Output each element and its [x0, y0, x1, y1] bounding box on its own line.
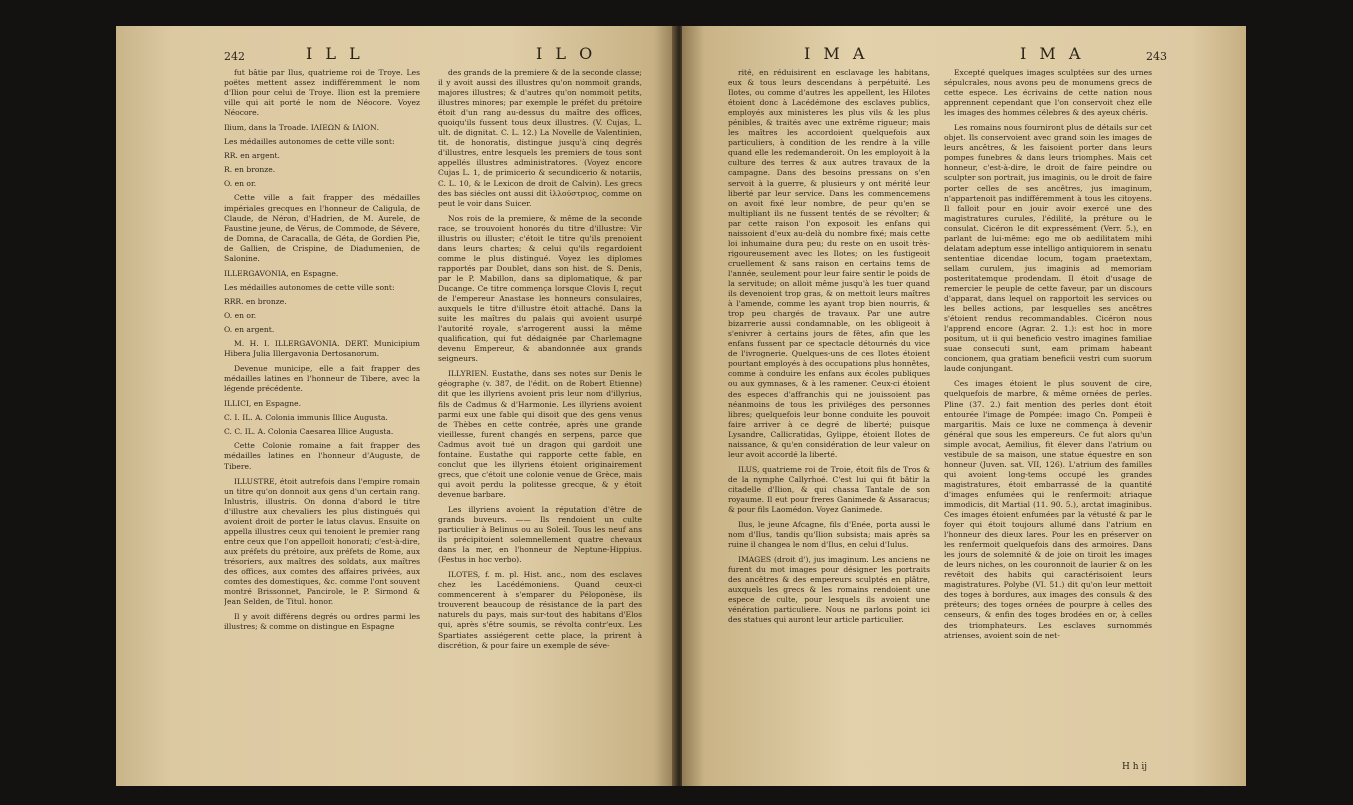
book-spread — [116, 26, 1246, 786]
paragraph: C. I. IL. A. Colonia immunis Illice Augusta. — [224, 413, 388, 423]
paragraph: Les romains nous fourniront plus de détails sur cet objet. Ils conservoient avec grand soin les images de leurs ancêtres, & les faisoient porter dans leurs pompes funebres & dans leurs triomphes. Mais cet honneur, c'est-à-dire, le droit de faire peindre ou sculpter son portrait, jus imaginis, ou le droit de faire porter celles de ses ancêtres, jus imaginum, n'appartenoit pas indifféremment à tous les citoyens. Il falloit pour en jouir avoir exercé une des magistratures curules, l'édilité, la préture ou le consulat. Cicéron le dit expressément (Verr. 5.), en parlant de lui-même: ego me ob aedilitatem mihi delatam adeptum esse intelligo antiquiorem in senatu sententiae dicendae locum, togam praetextam, sellam curulem, jus imaginis ad memoriam posteritatemque prodendam. Il étoit d'usage de remercier le peuple de cette faveur, par un discours d'apparat, dans lequel on rapportoit les services ou les belles actions, par lesquelles ses ancêtres s'étoient rendus recommandables. Cicéron nous l'apprend encore (Agrar. 2. 1.): est hoc in more positum, ut ii qui beneficio vestro imagines familiae suae consecuti sunt, eam primam habeant concionem, qua gratiam beneficii vestri cum suorum laude conjungant. — [944, 123, 1152, 374]
paragraph: Ilium, dans la Troade. ΙΛΙΕΩΝ & ΙΛΙΟΝ. — [224, 123, 380, 133]
paragraph: Ilus, le jeune Afcagne, fils d'Enée, porta aussi le nom d'Ilus, tandis qu'Ilion subsista; mais après sa ruine il changea le nom d'Ilus, en celui d'Iulus. — [728, 520, 930, 550]
paragraph: rité, en réduisirent en esclavage les habitans, eux & tous leurs descendans à perpétuité. Les Ilotes, ou comme d'autres les appellent, les Hilotes étoient donc à Lacédémone des esclaves publics, employés aux ministeres les plus vils & les plus pénibles, & traités avec une extrême rigueur; mais les maîtres les accordoient quelquefois aux particuliers, à condition de les rendre à la ville quand elle les redemanderoit. On les employoit à la culture des terres & aux autres travaux de la campagne. Dans des besoins pressans on s'en servoit à la guerre, & plusieurs y ont mérité leur liberté par leur service. Dans les commencemens on avoit fixé leur nombre, de peur qu'en se multipliant ils ne fussent tentés de se révolter; & par cette raison l'on exposoit les enfans qui naissoient d'eux au-delà du nombre fixé; mais cette loi inhumaine dura peu; du reste on en usoit très-rigoureusement avec les Ilotes; on les fustigeoit cruellement & sans raison en certains tems de l'année, seulement pour leur faire sentir le poids de la servitude; on alloit même jusqu'à les tuer quand ils devenoient trop gras, & on mettoit leurs maîtres à l'amende, comme les ayant trop bien nourris, & trop peu chargés de travaux. Par une autre bizarrerie aussi condamnable, on les obligeoit à s'enivrer à certains jours de fêtes, afin que les enfans fussent par ce spectacle détournés du vice de l'ivrognerie. Quelques-uns de ces Ilotes étoient pourtant employés à des occupations plus honnêtes, comme à conduire les enfans aux écoles publiques ou aux gymnases, & à les ramener. Ceux-ci étoient des especes d'affranchis qui ne jouissoient pas néanmoins de tous les priviléges des personnes libres; quelquefois leur bonne conduite les pouvoit faire arriver à ce degré de liberté; puisque Lysandre, Callicratidas, Gylippe, étoient Ilotes de naissance, & qu'en considération de leur valeur on leur avoit accordé la liberté. — [728, 68, 930, 459]
paragraph: IMAGES (droit d'), jus imaginum. Les anciens ne furent du mot images pour désigner les portraits des ancêtres & des empereurs sculptés en plâtre, auxquels les grecs & les romains rendoient une espece de culte, pour lesquels ils avoient une vénération particuliere. Nous ne parlons point ici des statues qui auront leur article particulier. — [728, 555, 930, 625]
paragraph: RR. en argent. — [224, 151, 280, 161]
running-head-right: I M A — [1020, 44, 1085, 63]
right-page — [682, 26, 1246, 786]
paragraph: Il y avoit différens degrés ou ordres parmi les illustres; & comme on distingue en Espagne — [224, 612, 420, 632]
paragraph: Les médailles autonomes de cette ville sont: — [224, 282, 395, 292]
paragraph: RRR. en bronze. — [224, 296, 287, 306]
paragraph: R. en bronze. — [224, 165, 276, 175]
paragraph: Cette ville a fait frapper des médailles impériales grecques en l'honneur de Caligula, de Claude, de Néron, d'Hadrien, de M. Aurele, de Faustine jeune, de Vérus, de Commode, de Sévere, de Domna, de Caracalla, de Géta, de Gordien Pie, de Gallien, de Crispine, de Diadumenien, de Salonine. — [224, 193, 420, 263]
paragraph: Cette Colonie romaine a fait frapper des médailles latines en l'honneur d'Auguste, de Tibere. — [224, 441, 420, 471]
paragraph: ILLUSTRE, étoit autrefois dans l'empire romain un titre qu'on donnoit aux gens d'un certain rang. Inlustris, illustris. On donna d'abord le titre d'illustre aux chevaliers les plus distingués qui avoient droit de porter le latus clavus. Ensuite on appella illustres ceux qui tenoient le premier rang entre ceux que l'on appelloit honorati; c'est-à-dire, aux préfets du prétoire, aux préfets de Rome, aux trésoriers, aux maîtres des soldats, aux maîtres des offices, aux comtes des affaires privées, aux comtes des domestiques, &c. comme l'ont souvent montré Brissonnet, Pancirole, le P. Sirmond & Jean Selden, de Titul. honor. — [224, 476, 420, 607]
left-page — [116, 26, 676, 786]
running-head-right-col1: I M A — [804, 44, 869, 63]
paragraph: Les médailles autonomes de cette ville sont: — [224, 137, 395, 147]
paragraph: fut bâtie par Ilus, quatrieme roi de Troye. Les poëtes mettent assez indifféremment le nom d'Ilion pour celui de Troye. Ilion est la premiere ville qui ait porté le nom de Néocore. Voyez Néocore. — [224, 68, 420, 118]
paragraph: O. en or. — [224, 310, 257, 320]
paragraph: O. en argent. — [224, 324, 275, 334]
right-column-1 — [728, 68, 930, 780]
paragraph: des grands de la premiere & de la seconde classe; il y avoit aussi des illustres qu'on nommoit grands, majores illustres; & d'autres qu'on nommoit petits, illustres minores; par exemple le préfet du prétoire étoit d'un rang au-dessus du maître des offices, quoiqu'ils fussent tous deux illustres. (V. Cujas, L. ult. de dignitat. C. L. 12.) La Novelle de Valentinien, tit. de honoratis, distingue jusqu'à cinq degrés d'illustres, entre lesquels les premiers de tous sont appellés illustres administratores. (Voyez encore Cujas L. 1, de primicerio & secundicerio & notariis, C. L. 10, & le Lexicon de droit de Calvin). Les grecs des bas siécles ont aussi dit ἰλλούστριος, comme on peut le voir dans Suicer. — [438, 68, 642, 208]
paragraph: Excepté quelques images sculptées sur des urnes sépulcrales, nous avons peu de monumens grecs de cette espece. Les écrivains de cette nation nous apprennent cependant que l'on conservoit chez elle les images des hommes célebres & des ayeux chéris. — [944, 68, 1152, 118]
page-number-left: 242 — [224, 50, 245, 63]
paragraph: ILUS, quatrieme roi de Troie, étoit fils de Tros & de la nymphe Callyrhoé. C'est lui qui fit bâtir la citadelle d'Ilion, & qui chassa Tantale de son royaume. Il eut pour freres Ganimede & Assaracus; & pour fils Laomédon. Voyez Ganimede. — [728, 464, 930, 515]
signature-mark: H h ij — [1122, 762, 1148, 772]
paragraph: ILLYRIEN. Eustathe, dans ses notes sur Denis le géographe (v. 387, de l'édit. on de Robert Etienne) dit que les illyriens avoient pris leur nom d'illyrius, fils de Cadmus & d'Harmonie. Les illyriens avoient parmi eux une fable qui disoit que des gens venus de Thèbes en cette contrée, après une grande vieillesse, furent changés en serpens, parce que Cadmus avoit tué un dragon qui gardoit une fontaine. Eustathe qui rapporte cette fable, en conclut que les illyriens étoient originairement grecs, que c'étoit une colonie venue de Grèce, mais qui avoit perdu la politesse grecque, & y étoit devenue barbare. — [438, 369, 642, 499]
paragraph: Nos rois de la premiere, & même de la seconde race, se trouvoient honorés du titre d'illustre: Vir illustris ou illuster; c'étoit le titre qu'ils prenoient dans leurs chartes; & celui qu'ils regardoient comme le plus distingué. Voyez les diplomes rapportés par Doublet, dans son hist. de S. Denis, par le P. Mabillon, dans sa diplomatique, & par Ducange. Ce titre commença lorsque Clovis I, reçut de l'empereur Anastase les honneurs consulaires, auxquels le titre d'illustre étoit attaché. Dans la suite les maîtres du palais qui avoient usurpé l'autorité royale, s'arrogerent aussi la même qualification, qui fut dédaignée par Charlemagne devenu Empereur, & abandonnée aux grands seigneurs. — [438, 213, 642, 364]
paragraph: Devenue municipe, elle a fait frapper des médailles latines en l'honneur de Tibere, avec la légende précédente. — [224, 364, 420, 394]
paragraph: ILOTES, f. m. pl. Hist. anc., nom des esclaves chez les Lacédémoniens. Quand ceux-ci commencerent à s'emparer du Péloponèse, ils trouverent beaucoup de résistance de la part des naturels du pays, mais sur-tout des habitans d'Elos qui, après s'être soumis, se révolta contr'eux. Les Spartiates assiégerent cette place, la prirent à discrétion, & pour faire un exemple de séve- — [438, 570, 642, 650]
page-number-right: 243 — [1146, 50, 1167, 63]
left-column-2 — [438, 68, 642, 780]
paragraph: C. C. IL. A. Colonia Caesarea Illice Augusta. — [224, 427, 394, 437]
paragraph: M. H. I. ILLERGAVONIA. DERT. Municipium Hibera Julia Illergavonia Dertosanorum. — [224, 339, 420, 359]
paragraph: Les illyriens avoient la réputation d'être de grands buveurs. —— Ils rendoient un culte particulier à Belinus ou au Soleil. Tous les neuf ans ils précipitoient solemnellement quatre chevaux dans la mer, en l'honneur de Neptune-Hippius. (Festus in hoc verbo). — [438, 504, 642, 565]
paragraph: Ces images étoient le plus souvent de cire, quelquefois de marbre, & même ornées de perles. Pline (37. 2.) fait mention des perles dont étoit entourée l'image de Pompée: imago Cn. Pompeii è margaritis. Mais ce luxe ne commença à devenir général que sous les empereurs. Ce fut alors qu'un simple avocat, Aemilius, fit élever dans l'atrium ou vestibule de sa maison, une statue équestre en son honneur (Juven. sat. VII, 126). L'atrium des familles qui avoient long-tems occupé les grandes magistratures, étoit embarrassé de la quantité d'images enfumées qui le renfermoit: atriaque immodicis, dit Martial (11. 90. 5.), arctat imaginibus. Ces images étoient enfumées par la vétusté & par le foyer qui étoit toujours allumé dans l'atrium en l'honneur des dieux lares. Pour les en préserver on les renfermoit quelquefois dans des armoires. Dans les jours de solemnité & de joie on tiroit les images de leurs niches, on les couronnoit de laurier & on les revêtoit des habits qui caractérisoient leurs magistratures. Polybe (VI. 51.) dit qu'on leur mettoit des toges à bordures, aux images des consuls & des préteurs; des toges ornées de pourpre à celles des censeurs, & enfin des toges brodées en or, à celles des triomphateurs. Les esclaves surnommés atrienses, avoient soin de net- — [944, 379, 1152, 640]
left-column-1 — [224, 68, 420, 780]
paragraph: O. en or. — [224, 179, 257, 189]
paragraph: ILLICI, en Espagne. — [224, 399, 302, 409]
paragraph: ILLERGAVONIA, en Espagne. — [224, 268, 339, 278]
right-column-2 — [944, 68, 1152, 758]
running-head-left-col2: I L O — [536, 44, 597, 63]
running-head-left: I L L — [306, 44, 364, 63]
